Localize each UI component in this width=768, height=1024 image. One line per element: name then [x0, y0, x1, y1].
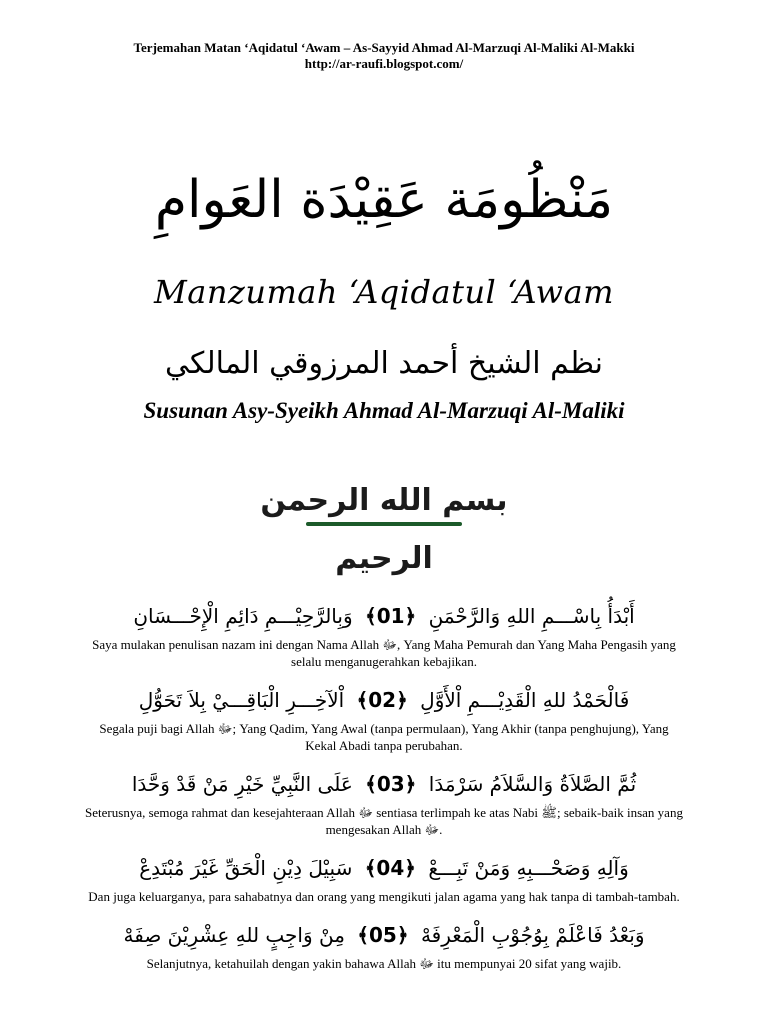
verse-number: ﴾03﴿ [365, 772, 417, 796]
verse-arabic-line [0, 764, 768, 804]
verse-number: ﴾02﴿ [356, 688, 408, 712]
header-url[interactable]: http://ar-raufi.blogspot.com/ [304, 56, 464, 71]
header-title: Terjemahan Matan ‘Aqidatul ‘Awam – As-Sayyid Ahmad Al-Marzuqi Al-Maliki Al-Makki [133, 40, 635, 55]
page-header [0, 40, 768, 72]
arabic-author-line: نظم الشيخ أحمد المرزوقي المالكي [164, 346, 604, 381]
verse-first-hemistich: فَالْحَمْدُ للهِ الْقَدِيْـــمِ اْلأَوَّلِ [420, 688, 630, 712]
verse-item [0, 848, 768, 905]
verse-translation: Dan juga keluarganya, para sahabatnya dan orang yang mengikuti jalan agama yang hak tanpa di tambah-tambah. [88, 889, 680, 904]
verse-second-hemistich: عَلَى النَّبِيِّ خَيْرِ مَنْ قَدْ وَحَّدَا [131, 772, 353, 796]
verse-second-hemistich: اْلآخِـــرِ الْبَاقِـــيْ بِلاَ تَحَوُّلِ [138, 688, 345, 712]
verse-first-hemistich: أَبْدَأُ بِاسْـــمِ اللهِ وَالرَّحْمَنِ [428, 604, 635, 628]
verse-arabic-line [0, 596, 768, 636]
verse-translation: Segala puji bagi Allah ﷻ; Yang Qadim, Yang Awal (tanpa permulaan), Yang Akhir (tanpa penghujung), Yang Kekal Abadi tanpa perubahan. [99, 721, 669, 753]
verse-second-hemistich: سَبِيْلَ دِيْنِ الْحَقِّ غَيْرَ مُبْتَدِعْ [139, 856, 353, 880]
basmala-calligraphy [246, 472, 522, 576]
verse-first-hemistich: وَبَعْدُ فَاعْلَمْ بِوُجُوْبِ الْمَعْرِفَهْ [420, 923, 645, 947]
arabic-title: مَنْظُومَة عَقِيْدَة العَوامِ [154, 170, 614, 230]
verse-second-hemistich: مِنْ وَاجِبٍ للهِ عِشْرِيْنَ صِفَهْ [123, 923, 345, 947]
verse-arabic-line [0, 915, 768, 955]
basmala-text: بسم الله الرحمن الرحيم [260, 483, 508, 576]
verse-translation: Selanjutnya, ketahuilah dengan yakin bahawa Allah ﷻ itu mempunyai 20 sifat yang wajib. [146, 956, 622, 971]
verse-translation: Saya mulakan penulisan nazam ini dengan Nama Allah ﷻ, Yang Maha Pemurah dan Yang Maha Pengasih yang selalu menganugerahkan kebajikan. [92, 637, 676, 669]
verse-number: ﴾05﴿ [357, 923, 409, 947]
latin-author-line: Susunan Asy-Syeikh Ahmad Al-Marzuqi Al-Maliki [143, 398, 625, 423]
verse-number: ﴾04﴿ [364, 856, 416, 880]
basmala-calligraphy-wrap [0, 472, 768, 576]
verse-item [0, 764, 768, 838]
verse-translation: Seterusnya, semoga rahmat dan kesejahteraan Allah ﷻ sentiasa terlimpah ke atas Nabi ﷺ; sebaik-baik insan yang mengesakan Allah ﷻ. [85, 805, 683, 837]
latin-title: Manzumah ‘Aqidatul ‘Awam [154, 273, 614, 311]
verse-item [0, 680, 768, 754]
verse-first-hemistich: ثُمَّ الصَّلاَةُ وَالسَّلاَمُ سَرْمَدَا [428, 772, 637, 796]
verse-list [0, 596, 768, 982]
verse-second-hemistich: وَبِالرَّحِيْـــمِ دَائِمِ الْإِحْـــسَانِ [133, 604, 353, 628]
verse-item [0, 915, 768, 972]
verse-arabic-line [0, 680, 768, 720]
verse-item [0, 596, 768, 670]
calligraphy-stroke-decoration [306, 522, 462, 526]
verse-arabic-line [0, 848, 768, 888]
verse-first-hemistich: وَآلِهِ وَصَحْـــبِهِ وَمَنْ تَبِـــعْ [428, 856, 629, 880]
verse-number: ﴾01﴿ [365, 604, 417, 628]
